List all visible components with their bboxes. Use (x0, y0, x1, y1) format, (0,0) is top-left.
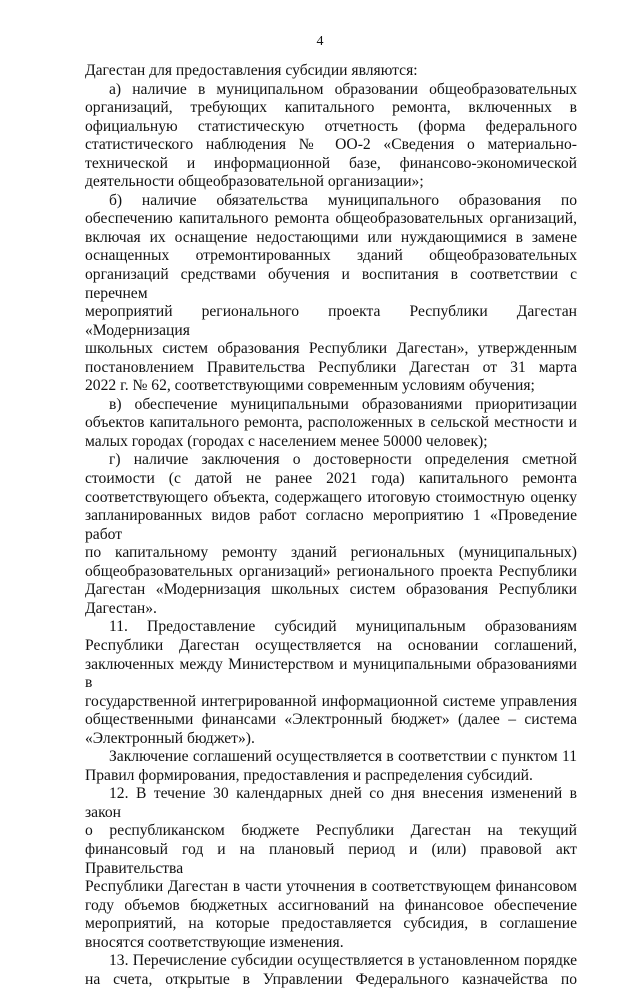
text-line: Дагестан». (85, 599, 157, 617)
text-line: мероприятий, на которые предоставляется субсидия, в соглашение (85, 915, 577, 933)
text-line: включая их оснащение недостающими или нуждающимися в замене (85, 228, 577, 246)
text-line: оснащенных отремонтированных зданий общеобразовательных (85, 247, 577, 265)
text-line: году объемов бюджетных ассигнований на финансовое обеспечение (85, 896, 577, 914)
text-line: мероприятий регионального проекта Республики Дагестан «Модернизация (85, 303, 577, 339)
text-line: 12. В течение 30 календарных дней со дня внесения изменений в закон (85, 785, 577, 821)
text-line: заключенных между Министерством и муниципальными образованиями в (85, 655, 577, 692)
paragraph (85, 451, 577, 618)
text-line: организаций, требующих капитального ремонта, включенных в (85, 99, 577, 117)
text-line: школьных систем образования Республики Дагестан», утвержденным (85, 340, 577, 358)
text-line: постановлением Правительства Республики Дагестан от 31 марта (85, 358, 577, 376)
text-line: 13. Перечисление субсидии осуществляется в установленном порядке (109, 952, 577, 970)
text-line: малых городах (городах с населением менее 50000 человек); (85, 432, 488, 450)
text-line: 2022 г. № 62, соответствующими современным условиям обучения; (85, 377, 535, 395)
text-line: б) наличие обязательства муниципального образования по (109, 191, 577, 209)
text-line: по капитальному ремонту зданий региональных (муниципальных) (85, 544, 577, 562)
text-line: обеспечению капитального ремонта общеобразовательных организаций, (85, 210, 577, 228)
paragraph (85, 81, 577, 192)
text-line: финансовый год и на плановый период и (или) правовой акт Правительства (85, 840, 577, 877)
text-line: Республики Дагестан осуществляется на основании соглашений, (85, 636, 577, 654)
paragraph (85, 748, 577, 785)
paragraph (85, 192, 577, 396)
text-line: в) обеспечение муниципальными образованиями приоритизации (109, 395, 577, 413)
text-line: общеобразовательных организаций» регионального проекта Республики (85, 562, 577, 580)
document-body (85, 62, 577, 989)
text-line: запланированных видов работ согласно мероприятию 1 «Проведение работ (85, 507, 577, 543)
text-line: общественными финансами «Электронный бюджет» (далее – система (85, 711, 577, 729)
text-line: 11. Предоставление субсидий муниципальным образованиям (109, 618, 577, 636)
paragraph (85, 952, 577, 989)
text-line: Дагестан для предоставления субсидии являются: (85, 62, 418, 79)
paragraph (85, 62, 577, 81)
text-line: официальную статистическую отчетность (форма федерального (85, 117, 577, 135)
text-line: объектов капитального ремонта, расположенных в сельской местности и (85, 414, 577, 432)
paragraph (85, 618, 577, 748)
text-line: технической и информационной базе, финансово-экономической (85, 154, 577, 172)
text-line: на счета, открытые в Управлении Федерального казначейства по (85, 970, 577, 988)
text-line: стоимости (с датой не ранее 2021 года) капитального ремонта (85, 470, 577, 488)
text-line: а) наличие в муниципальном образовании общеобразовательных (109, 80, 577, 98)
paragraph (85, 396, 577, 452)
text-line: Правил формирования, предоставления и распределения субсидий. (85, 766, 533, 784)
text-line: деятельности общеобразовательной организации»; (85, 173, 424, 191)
text-line: вносятся соответствующие изменения. (85, 933, 344, 951)
text-line: государственной интегрированной информационной системе управления (85, 692, 577, 710)
paragraph (85, 785, 577, 952)
text-line: Заключение соглашений осуществляется в соответствии с пунктом 11 (109, 748, 577, 766)
text-line: Республики Дагестан в части уточнения в соответствующем финансовом (85, 878, 577, 896)
text-line: г) наличие заключения о достоверности определения сметной (109, 451, 577, 469)
text-line: о республиканском бюджете Республики Дагестан на текущий (85, 822, 577, 840)
page-number: 4 (316, 34, 324, 49)
text-line: соответствующего объекта, содержащего итоговую стоимостную оценку (85, 488, 577, 506)
text-line: организаций средствами обучения и воспитания в соответствии с перечнем (85, 266, 577, 302)
text-line: статистического наблюдения № ОО-2 «Сведения о материально- (85, 136, 577, 154)
text-line: «Электронный бюджет»). (85, 729, 255, 747)
text-line: Дагестан «Модернизация школьных систем образования Республики (85, 581, 577, 599)
